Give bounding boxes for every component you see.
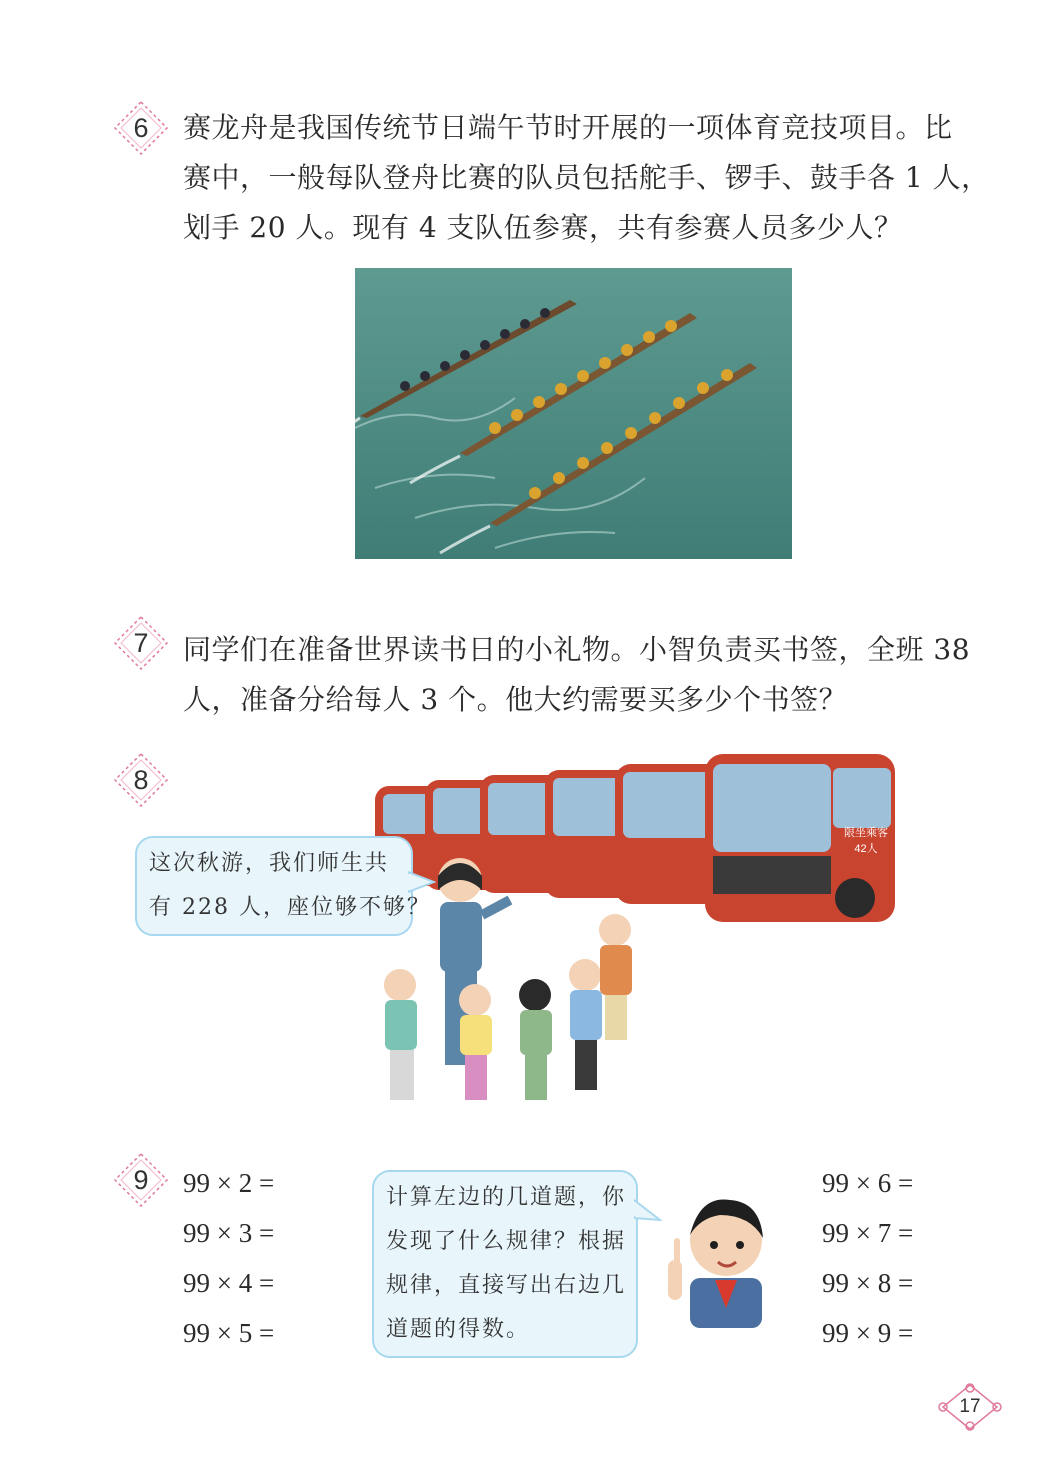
problem-9-bubble-line-2: 发现了什么规律？根据: [386, 1229, 627, 1254]
equation-left-3: 99 × 4 =: [183, 1268, 275, 1298]
problem-7-number: 7: [113, 615, 169, 671]
equation-right-3: 99 × 8 =: [822, 1268, 914, 1298]
problem-9-bubble-line-1: 计算左边的几道题，你: [386, 1185, 627, 1210]
problem-7-line-1: 同学们在准备世界读书日的小礼物。小智负责买书签，全班 38: [183, 633, 971, 666]
equation-left-2: 99 × 3 =: [183, 1218, 275, 1248]
student-figures: [384, 914, 632, 1100]
equation-right-4: 99 × 9 =: [822, 1318, 914, 1348]
problem-6-line-2: 赛中，一般每队登舟比赛的队员包括舵手、锣手、鼓手各 1 人，: [183, 161, 990, 194]
problem-9-bubble-line-4: 道题的得数。: [386, 1317, 531, 1342]
problem-6-number: 6: [113, 100, 169, 156]
equation-right-1: 99 × 6 =: [822, 1168, 914, 1198]
equation-right-2: 99 × 7 =: [822, 1218, 914, 1248]
boy-character-illustration: [660, 1190, 785, 1328]
bus-sign-text: 限坐乘客 42人: [844, 827, 888, 855]
problem-6-line-1: 赛龙舟是我国传统节日端午节时开展的一项体育竞技项目。比: [183, 111, 953, 144]
problem-9-speech-bubble: [372, 1170, 638, 1358]
page-number: 17: [937, 1382, 1003, 1432]
problem-9-number: 9: [113, 1152, 169, 1208]
problem-7-line-2: 人，准备分给每人 3 个。他大约需要买多少个书签？: [183, 683, 848, 716]
problem-9-bubble-line-3: 规律，直接写出右边几: [386, 1273, 627, 1298]
problem-8-bubble-line-1: 这次秋游，我们师生共: [149, 851, 390, 876]
equation-left-1: 99 × 2 =: [183, 1168, 275, 1198]
problem-6-line-3: 划手 20 人。现有 4 支队伍参赛，共有参赛人员多少人？: [183, 211, 903, 244]
problem-8-bubble-line-2: 有 228 人，座位够不够？: [149, 895, 431, 920]
problem-8-number: 8: [113, 752, 169, 808]
problem-9-bubble-tail: [634, 1198, 662, 1222]
teacher-and-students-illustration: [370, 850, 650, 1112]
dragon-boat-photo: [355, 268, 792, 559]
equation-left-4: 99 × 5 =: [183, 1318, 275, 1348]
